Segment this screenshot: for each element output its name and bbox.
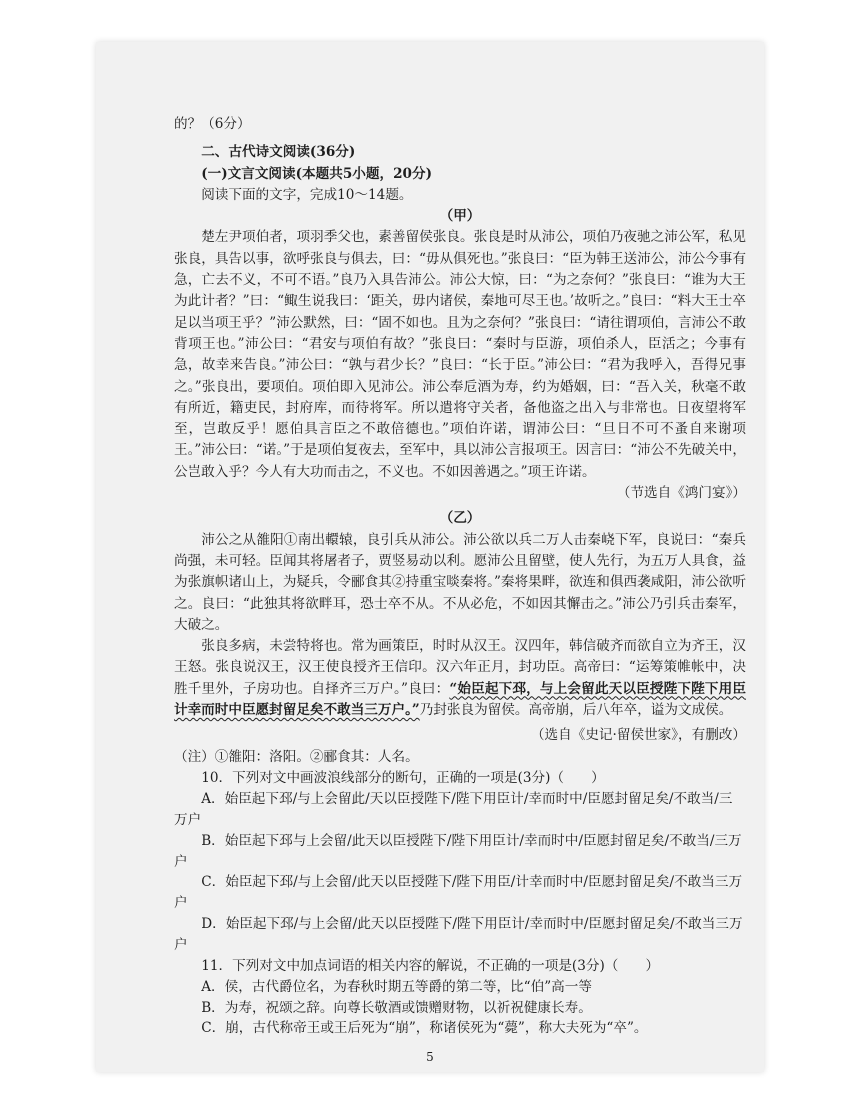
subsection-title: (一)文言文阅读(本题共5小题，20分) xyxy=(201,165,433,182)
question-10-option-b[interactable] xyxy=(174,831,746,873)
passage-yi-source: （选自《史记·留侯世家》，有删改） xyxy=(530,727,746,744)
page-number: 5 xyxy=(426,1050,434,1064)
option-text: 始臣起下邳/与上会留/此天以臣授陛下/陛下用臣/计幸而时中/臣愿封留足矣/不敢当三万户 xyxy=(174,874,743,912)
question-10-stem: 10．下列对文中画波浪线部分的断句，正确的一项是(3分)（ ） xyxy=(201,769,605,786)
option-text: 始臣起下邳/与上会留此/天以臣授陛下/陛下用臣计/幸而时中/臣愿封留足矣/不敢当/三万户 xyxy=(174,791,733,828)
section-title: 二、古代诗文阅读(36分) xyxy=(201,144,356,161)
passage-jia-source: （节选自《鸿门宴》） xyxy=(616,485,746,502)
option-label: C． xyxy=(201,874,226,891)
question-10-option-d[interactable] xyxy=(174,914,746,956)
question-10-options xyxy=(174,789,746,955)
option-text: 崩，古代称帝王或王后死为“崩”，称诸侯死为“薨”，称大夫死为“卒”。 xyxy=(225,1020,648,1037)
question-11-options xyxy=(174,977,746,1039)
option-label: C． xyxy=(201,1020,226,1037)
page-content xyxy=(174,114,746,1039)
para2-after-text: 乃封张良为留侯。高帝崩，后八年卒，谥为文成侯。 xyxy=(419,702,733,719)
question-10-option-a[interactable] xyxy=(174,789,746,831)
exam-page xyxy=(96,42,764,1072)
option-text: 为寿，祝颂之辞。向尊长敬酒或馈赠财物，以祈祝健康长寿。 xyxy=(224,999,592,1016)
question-10-option-c[interactable] xyxy=(174,872,746,914)
reading-instruction: 阅读下面的文字，完成10～14题。 xyxy=(201,186,413,203)
previous-question-tail: 的？（6分） xyxy=(174,116,251,132)
passage-yi-heading: （乙） xyxy=(439,510,481,527)
option-text: 始臣起下邳与上会留/此天以臣授陛下/陛下用臣计/幸而时中/臣愿封留足矣/不敢当/三万户 xyxy=(174,832,742,870)
option-text: 侯，古代爵位名，为春秋时期五等爵的第二等，比“伯”高一等 xyxy=(224,978,592,995)
passage-yi-para1: 沛公之从雒阳①南出轘辕，良引兵从沛公。沛公欲以兵二万人击秦峣下军，良说曰：“秦兵尚强，未可轻。臣闻其将屠者子，贾竖易动以利。愿沛公且留壁，使人先行，为五万人具食，益为张旗帜诸山上，为疑兵，令郦食其②持重宝啖秦将。”秦将果畔，欲连和俱西袭咸阳，沛公欲听之。良曰：“此独其将欲畔耳，恐士卒不从。不从必危，不如因其懈击之。”沛公乃引兵击秦军，大破之。 xyxy=(174,531,746,633)
passage-yi-para2 xyxy=(174,636,746,721)
option-label: B． xyxy=(201,832,225,849)
para2-before-text: 张良多病，未尝特将也。常为画策臣，时时从汉王。汉四年，韩信破齐而欲自立为齐王，汉王怒。张良说汉王，汉王使良授齐王信印。汉六年正月，封功臣。高帝曰：“运筹策帷帐中，决胜千里外，子房功也。自择齐三万户。”良曰： xyxy=(174,638,746,697)
passage-jia-heading: （甲） xyxy=(439,208,481,225)
option-label: B． xyxy=(201,999,225,1016)
passage-jia-text: 楚左尹项伯者，项羽季父也，素善留侯张良。张良是时从沛公，项伯乃夜驰之沛公军，私见张良，具告以事，欲呼张良与俱去，曰：“毋从俱死也。”张良曰：“臣为韩王送沛公，沛公今事有急，亡去不义，不可不语。”良乃入具告沛公。沛公大惊，曰：“为之奈何？”张良曰：“谁为大王为此计者？”曰：“鲰生说我曰：‘距关，毋内诸侯，秦地可尽王也。’故听之。”良曰：“料大王士卒足以当项王乎？”沛公默然，曰：“固不如也。且为之奈何？”张良曰：“请往谓项伯，言沛公不敢背项王也。”沛公曰：“君安与项伯有故？”张良曰：“秦时与臣游，项伯杀人，臣活之；今事有急，故幸来告良。”沛公曰：“孰与君少长？”良曰：“长于臣。”沛公曰：“君为我呼入，吾得兄事之。”张良出，要项伯。项伯即入见沛公。沛公奉卮酒为寿，约为婚姻，曰：“吾入关，秋毫不敢有所近，籍吏民，封府库，而待将军。所以遣将守关者，备他盗之出入与非常也。日夜望将军至，岂敢反乎！愿伯具言臣之不敢倍德也。”项伯许诺，谓沛公曰：“旦日不可不蚤自来谢项王。”沛公曰：“诺。”于是项伯复夜去，至军中，具以沛公言报项王。因言曰：“沛公不先破关中，公岂敢入乎？今人有大功而击之，不义也。不如因善遇之。”项王许诺。 xyxy=(174,229,746,480)
wavy-underlined-sentence: “始臣起下邳，与上会留此天以臣授陛下陛下用臣计幸而时中臣愿封留足矣不敢当三万户。” xyxy=(174,680,746,719)
option-label: D． xyxy=(201,915,226,932)
option-label: A． xyxy=(201,791,225,808)
option-text: 始臣起下邳/与上会留/此天以臣授陛下/陛下用臣计/幸而时中/臣愿封留足矣/不敢当三万户 xyxy=(174,915,743,953)
question-11-option-a[interactable] xyxy=(174,977,746,998)
question-11-option-b[interactable] xyxy=(174,998,746,1019)
question-11-stem: 11．下列对文中加点词语的相关内容的解说，不正确的一项是(3分)（ ） xyxy=(201,957,660,974)
option-label: A． xyxy=(201,978,225,995)
annotation-notes: （注）①雒阳：洛阳。②郦食其：人名。 xyxy=(174,748,419,765)
question-11-option-c[interactable] xyxy=(174,1018,746,1039)
